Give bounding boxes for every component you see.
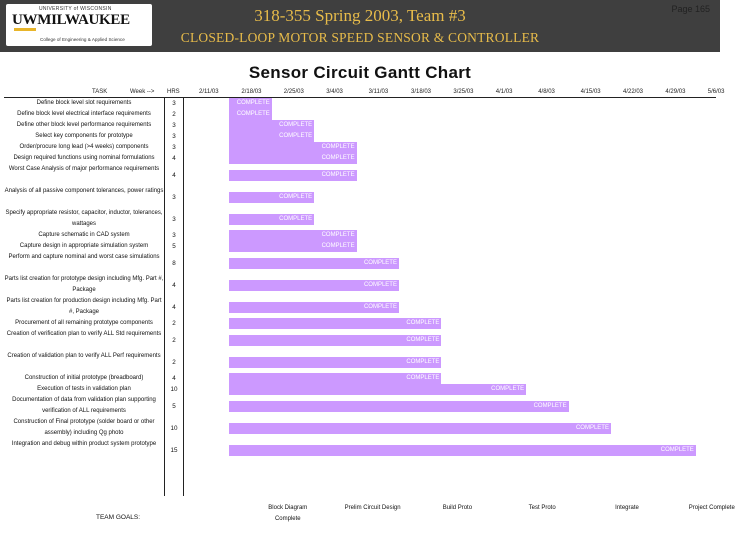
hrs-column-header: HRS [167,89,180,95]
week-header: 4/29/03 [665,89,686,95]
complete-label: COMPLETE [660,446,694,453]
course-title: 318-355 Spring 2003, Team #3 [254,6,466,25]
task-name: Capture design in appropriate simulation system [19,243,149,249]
task-name: Parts list creation for prototype design including Mfg. Part #, Package [4,276,164,293]
task-name: Specify appropriate resistor, capacitor, inductor, tolerances, wattages [5,210,163,227]
task-hours: 4 [172,155,176,162]
complete-label: COMPLETE [279,133,313,139]
task-hours: 2 [172,111,176,118]
task-hours: 2 [172,336,176,344]
task-name: Select key components for prototype [35,133,133,139]
task-name: Worst Case Analysis of major performance requirements [8,166,160,172]
task-name: Define block level slot requirements [36,100,132,106]
complete-label: COMPLETE [279,215,313,222]
task-hours: 4 [172,303,176,311]
team-goal: Project Complete [688,505,735,511]
week-header: 5/6/03 [707,89,725,95]
task-name: Procurement of all remaining prototype components [15,320,153,326]
week-header: 2/25/03 [283,89,304,95]
complete-label: COMPLETE [363,259,397,266]
week-header: 4/15/03 [580,89,601,95]
week-header: 4/8/03 [538,89,555,95]
logo-name-text: UWMILWAUKEE [12,12,130,28]
task-hours: 4 [172,375,176,382]
complete-label: COMPLETE [236,111,270,117]
task-hours: 3 [172,193,176,201]
task-name: Define other block level performance requirements [16,122,152,128]
task-hours: 5 [172,243,176,250]
page-number: Page 165 [671,4,710,14]
complete-label: COMPLETE [491,386,525,392]
complete-label: COMPLETE [321,144,355,150]
task-name: Analysis of all passive component tolerances, power ratings [4,188,164,194]
team-goal: Build Proto [442,505,473,511]
task-name: Define block level electrical interface requirements [17,111,151,117]
task-hours: 2 [172,358,176,366]
task-name: Parts list creation for production design including Mfg. Part #, Package [6,298,162,315]
team-goal: Test Proto [528,505,556,511]
week-header: 3/25/03 [453,89,474,95]
task-name: Documentation of data from validation plan supporting verification of ALL requirements [12,397,156,414]
task-hours: 2 [172,320,176,327]
task-name: Capture schematic in CAD system [38,232,130,238]
task-hours: 4 [172,171,176,179]
week-header: 4/22/03 [623,89,644,95]
team-goals-label: TEAM GOALS: [96,514,141,521]
complete-label: COMPLETE [406,320,440,326]
task-name: Design required functions using nominal formulations [13,155,155,161]
complete-label: COMPLETE [279,193,313,200]
complete-label: COMPLETE [321,232,355,238]
logo-college-text: College of Engineering & Applied Science [40,37,125,42]
complete-label: COMPLETE [363,303,397,310]
team-goal: Integrate [615,505,639,511]
week-column-header: Week --> [130,89,155,95]
task-hours: 10 [170,424,178,432]
task-name: Creation of validation plan to verify ALL Perf requirements [7,353,161,359]
week-header: 3/4/03 [326,89,343,95]
complete-label: COMPLETE [406,375,440,381]
task-name: Creation of verification plan to verify ALL Std requirements [6,331,162,337]
logo-university-text: UNIVERSITY of WISCONSIN [39,6,112,12]
week-header: 3/11/03 [368,89,389,95]
task-hours: 15 [170,446,178,454]
task-hours: 5 [172,402,176,410]
team-goal: Block Diagram Complete [268,505,308,522]
gantt-chart-title: Sensor Circuit Gantt Chart [248,63,472,82]
task-hours: 3 [172,100,176,107]
task-name: Perform and capture nominal and worst case simulations [8,254,160,260]
task-name: Integration and debug within product system prototype [11,441,157,447]
week-header: 3/18/03 [411,89,432,95]
task-hours: 8 [172,259,176,267]
task-column-divider [164,97,165,496]
week-header: 2/18/03 [241,89,262,95]
complete-label: COMPLETE [321,171,355,178]
complete-label: COMPLETE [406,358,440,365]
task-hours: 3 [172,133,176,140]
complete-label: COMPLETE [279,122,313,128]
task-hours: 4 [172,281,176,289]
complete-label: COMPLETE [236,100,270,106]
task-hours: 3 [172,232,176,239]
task-hours: 3 [172,215,176,223]
hrs-column-divider [183,97,184,496]
task-name: Execution of tests in validation plan [37,386,131,392]
task-name: Construction of Final prototype (solder board or other assembly) including Qg photo [13,419,155,436]
task-name: Construction of initial prototype (breadboard) [24,375,144,381]
week-header: 2/11/03 [199,89,219,95]
complete-label: COMPLETE [363,281,397,288]
complete-label: COMPLETE [406,336,440,343]
complete-label: COMPLETE [321,155,355,161]
complete-label: COMPLETE [575,424,609,431]
task-hours: 3 [172,144,176,151]
task-name: Order/procure long lead (>4 weeks) components [19,144,149,150]
complete-label: COMPLETE [533,402,567,409]
task-column-header: TASK [92,89,108,95]
team-goal: Prelim Circuit Design [344,505,401,511]
project-subtitle: CLOSED-LOOP MOTOR SPEED SENSOR & CONTROLLER [180,30,540,45]
title-banner [0,0,720,52]
task-hours: 10 [170,386,178,393]
complete-label: COMPLETE [321,243,355,249]
task-hours: 3 [172,122,176,129]
week-header: 4/1/03 [495,89,513,95]
